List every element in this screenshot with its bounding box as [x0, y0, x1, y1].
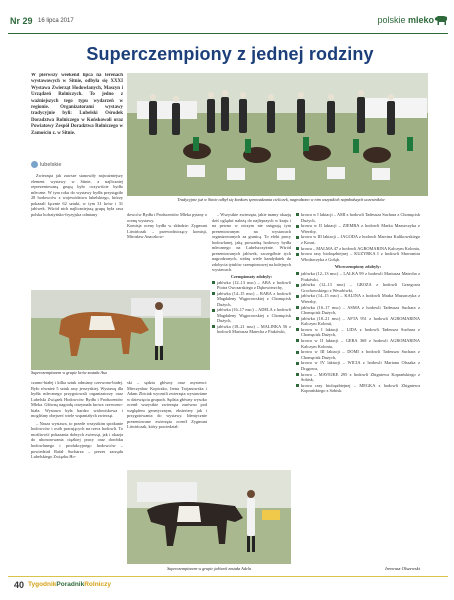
krowy-text: krowa rasy bioloęzbiejnej – KUZYRKA I z hodowli Sławomira Włodarczyka z Gołąb.	[301, 251, 420, 262]
czempiony-item	[212, 324, 291, 335]
wiceczempiony-item	[296, 271, 420, 282]
paragraph-3: – Nasza wystawa, to przede wszystkim spotkanie hodowców i osób pracujących na rzecz hodowli. To możliwość pokazania dobrych zwierząt, jak i okazja do uhonorowania ciężkiej pracy oraz dorobku hodowlanego i produkcyjnego hodowców – powiedział Rafał Sucharza – prezes zarządu Lubelskiego Związku Ho-	[31, 420, 123, 460]
bullet-square-icon	[296, 306, 299, 309]
footer-rule	[8, 576, 448, 577]
wiceczempiony-item	[296, 282, 420, 293]
header-bar	[8, 12, 448, 32]
paragraph-6: – Wszystkie zwierzęta, jakie mamy okazję dziś oglądać należą do najlepszych w kraju i na pewno w niczym nie ustępują tym prezentowanym na wystawach organizowanych za granicą. To efekt pracy hodowlanej, jaką prowadzą hodowcy bydła mlecznego na Lubelszczyźnie. Wśród prezentowanych jałówek, szczególnie tych nagrodzonych, widzę wiele kandydatek do zdobycia tytułów czempionowej na kolejnych wystawach.	[212, 212, 291, 273]
column-2-bottom	[127, 380, 207, 468]
issue-date: 16 lipca 2017	[38, 18, 74, 24]
column-1-bottom	[31, 380, 123, 570]
czempiony-text: jałówka (12–13 msc) – ABA z hodowli Piotra Owczarskiego z Dębowierzchy,	[217, 279, 291, 291]
krowy-text: krowa w II laktacji – ZIEMBA z hodowli Marka Mazurczyka z Wierzby,	[301, 223, 420, 234]
krowy-list	[296, 212, 420, 262]
cow-photo-caption: Superczempionem w grupie krów została Asa	[31, 370, 107, 375]
czempiony-item	[212, 307, 291, 324]
cow-icon	[434, 14, 448, 26]
footer-brand	[28, 581, 111, 588]
bullet-square-icon	[296, 225, 299, 228]
wiceczempiony-text: jałówka (16–17 msc) – ASMA z hodowli Tadeusza Suchara z Chomęcisk Dużych,	[301, 304, 420, 316]
cow-photo	[31, 290, 210, 370]
column-2-top	[127, 212, 207, 284]
column-3	[212, 212, 291, 462]
krowy-text: krowa w III laktacji – JAGODA z hodowli Marcina Kulikowskiego z Kosut,	[301, 234, 420, 245]
krowy-text: krowa w I laktacji – AMI z hodowli Tadeusza Suchara z Chomęcisk Dużych,	[301, 212, 420, 223]
czempiony-text: jałówka (14–15 msc) – RABA z hodowli Magdaleny Węgorowskiej z Chomęcisk Dużych,	[217, 290, 291, 307]
wiceczempiony-text: krowa – MAVEJKE 295 z hodowli Zbigniewa Koprańskiego z Sobisk,	[301, 371, 420, 383]
bullet-square-icon	[296, 339, 299, 342]
footer-brand-1: Tygodnik	[28, 581, 57, 588]
wiceczempiony-item	[296, 360, 420, 371]
heifer-photo	[127, 470, 291, 564]
bullet-square-icon	[296, 247, 299, 250]
wiceczempiony-item	[296, 327, 420, 338]
krowy-item	[296, 212, 420, 223]
header-rule	[8, 33, 448, 34]
bullet-square-icon	[296, 317, 299, 320]
krowy-item	[296, 234, 420, 245]
page-title: Superczempiony z jednej rodziny	[86, 44, 374, 64]
czempiony-item	[212, 280, 291, 291]
top-photo-caption: Tradycyjnie już w Sitnie odbył się konkurs sprowadzania cieliczek, nagrodzono w nim wszystkich najmłodszych uczestników	[177, 197, 385, 202]
wiceczempiony-text: krowa w III laktacji – DOMI z hodowli Tadeusza Suchara z Chomęcisk Dużych,	[301, 349, 420, 360]
column-4	[296, 212, 420, 564]
top-photo-scene	[127, 73, 428, 196]
bullet-square-icon	[296, 362, 299, 365]
wiceczempiony-item	[296, 372, 420, 383]
intro-paragraph: W pierwszy weekend lipca na terenach wystawowych w Sitnie, odbyła się XXXI Wystawa Zwierząt Hodowlanych, Maszyn i Urządzeń Rolniczych. To jedno z ważniejszych tego typu wydarzeń w regionie. Organizatorami wystawy tradycyjnie byli: Lubelski Ośrodek Doradztwa Rolniczego w Końskowoli oraz Powiatowy Zespół Doradztwa Rolniczego w Zamościu z. w Sitnie.	[31, 73, 123, 136]
section-name: mleko	[407, 15, 434, 25]
bullet-square-icon	[296, 253, 299, 256]
krowy-item	[296, 251, 420, 262]
wiceczempiony-item	[296, 305, 420, 316]
paragraph-1: Zwierzęta jak zawsze stanowiły najważniejszy element wystawy w Sitnie, a najliczniej reprezentowaną grupą było oczywiście bydło mleczne. W tym roku do wystawy bydła przystąpiło 28 hodowców z województwa lubelskiego, którzy pokazali łącznie 62 sztuki, w tym 31 krów i 31 jałówek. Wśród nich najliczniejszą grupę była rasa polska holsztyńsko-fryzyjska odmiany	[31, 173, 123, 217]
wiceczempiony-list	[296, 271, 420, 394]
bullet-square-icon	[296, 373, 299, 376]
wiceczempiony-text: jałówka (12–13 msc) – GROZA z hodowli Grzegorza Grochowskiego z Wesołówki,	[301, 282, 420, 293]
heifer-photo-caption: Superczempionem w grupie jałówek została Adela	[167, 566, 251, 571]
bullet-square-icon	[296, 328, 299, 331]
wiceczempiony-text: krowa rasy bioloęzbiejnej – MEGKA z hodowli Zbigniewa Koprańskiego z Sobisk.	[301, 382, 420, 394]
wiceczempiony-item	[296, 383, 420, 394]
paragraph-5: ski – sędzia główny oraz asystenci: Mieczysław Kopiczko, Irena Trojanowska i Adam Zbiciak wycenili zwierzęta wystawiane w dziewięciu grupach. Sędzia główny wysoko ocenił wszystkie zwierzęta zarówno pod względem genetycznym, eksteriery jak i przygotowania do wystawy. Identycznie prezentowane zwierzęta ocenił Zygmunt Litwińczak, który powiedział:	[127, 380, 207, 430]
wiceczempiony-text: krowa w II laktacji – GERA 368 z hodowli AGROMARINA Kalczym Kolonia,	[301, 338, 420, 349]
paragraph-2: czarno-białej i kilka sztuk odmiany czerwono-białej. Było również 5 sztuk rasy jerseyskiej. Wystawę dla bydła mlecznego przygotowali organizatorzy oraz Lubelski Związek Hodowców Bydła i Producentów Mleka. Główną nagrodę otrzymała krowa czerwono-biała. Wystawa była bardzo widowiskowa i mogliśmy obejrzeć wiele wspaniałych zwierząt.	[31, 380, 123, 419]
wiceczempiony-item	[296, 316, 420, 327]
bullet-square-icon	[212, 292, 215, 295]
page-number: 40	[14, 580, 25, 590]
intro-column	[31, 73, 123, 159]
lubelskie-logo	[31, 160, 61, 169]
bullet-square-icon	[296, 272, 299, 275]
footer-brand-3: Rolniczy	[84, 581, 111, 588]
bullet-square-icon	[296, 284, 299, 287]
czempiony-heading: Czempionaty zdobyły:	[230, 274, 273, 280]
column-1-top	[31, 173, 123, 289]
lubelskie-logo-text: lubelskie	[40, 161, 62, 168]
bullet-square-icon	[296, 384, 299, 387]
bullet-square-icon	[212, 281, 215, 284]
bullet-square-icon	[296, 236, 299, 239]
section-prefix: polskie	[377, 15, 406, 25]
lubelskie-emblem-icon	[31, 161, 38, 168]
wiceczempiony-text: jałówka (14–15 msc) – KALINA z hodowli Marka Mazurczyka z Wierzby,	[301, 293, 420, 304]
czempiony-text: jałówka (18–21 msc) – MALINKA 56 z hodowli Mariusza Matecha z Fiukówki,	[217, 323, 291, 335]
paragraph-4: dowców Bydła i Producentów Mleka pytany o ocenę wystawy. Komisja oceny bydła w składzie: Zygmunt Litwińczak – przewodniczący komisji, Mirosław Anaczkow-	[127, 212, 207, 240]
footer-brand-2: Poradnik	[56, 581, 85, 588]
section-label	[377, 15, 434, 25]
czempiony-text: jałówka (16–17 msc) – ADELA z hodowli Magdaleny Węgorowskiej z Chomęcisk Dużych,	[217, 307, 291, 324]
czempiony-list	[212, 280, 291, 335]
cow-photo-scene	[31, 290, 210, 370]
wiceczempiony-text: jałówka (12–13 msc) – LALKA 99 z hodowli Mariusza Matecha z Fiukówki,	[301, 270, 420, 282]
bullet-square-icon	[296, 213, 299, 216]
krowy-text: krowa – MALMA 47 z hodowli AGROMARINA Kalczym Kolonia,	[301, 245, 420, 251]
wiceczempiony-text: jałówka (18–21 msc) – AFTA 951 z hodowli AGROMARINA Kalczym Kolonii,	[301, 315, 420, 327]
czempiony-item	[212, 291, 291, 308]
wiceczempiony-heading: Wiceczempiony zdobyły:	[334, 264, 382, 270]
bullet-square-icon	[296, 351, 299, 354]
krowy-item	[296, 223, 420, 234]
wiceczempiony-item	[296, 293, 420, 304]
wiceczempiony-text: krowa w I laktacji – LIDA z hodowli Tadeusza Suchara z Chomęcisk Dużych,	[301, 326, 420, 338]
bullet-square-icon	[212, 325, 215, 328]
issue-number: Nr 29	[10, 16, 33, 26]
wiceczempiony-text: krowa w IV laktacji – WICIA z hodowli Mariana Olszaka z Drągowa,	[301, 360, 420, 372]
top-photo	[127, 73, 428, 196]
wiceczempiony-item	[296, 338, 420, 349]
heifer-photo-scene	[127, 470, 291, 564]
bullet-square-icon	[296, 295, 299, 298]
bullet-square-icon	[212, 309, 215, 312]
wiceczempiony-item	[296, 349, 420, 360]
author-name: Ireneusz Olszewski	[385, 566, 420, 571]
